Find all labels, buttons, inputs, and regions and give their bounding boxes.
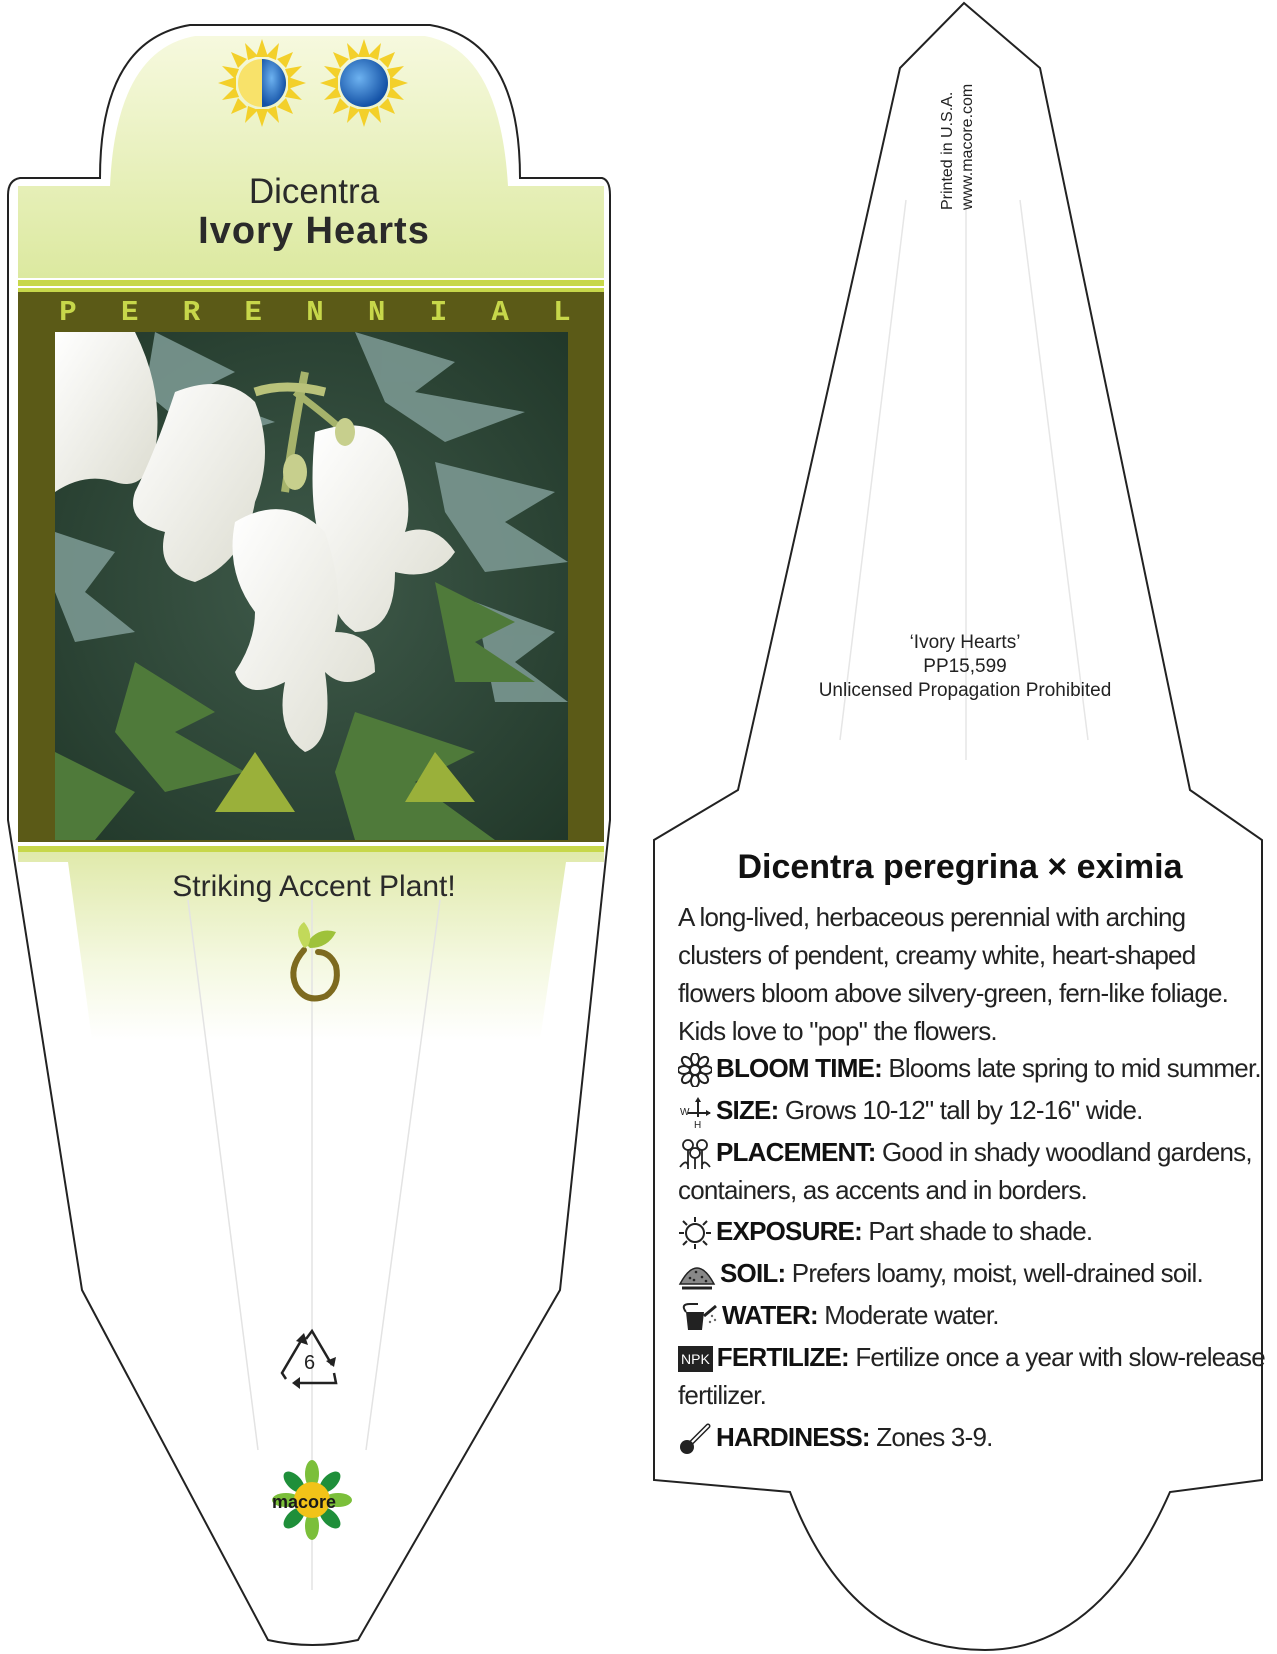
tagline: Striking Accent Plant! — [172, 870, 456, 903]
care-text: Grows 10-12" tall by 12-16" wide. — [784, 1095, 1143, 1125]
size-icon — [678, 1095, 712, 1129]
patent-block — [780, 631, 1150, 703]
watering-can-icon — [678, 1300, 718, 1334]
care-hardiness — [678, 1418, 1268, 1456]
printed-line-website: www.macore.com — [959, 83, 976, 210]
care-label: PLACEMENT: — [716, 1137, 876, 1167]
category-letter: N — [368, 296, 386, 329]
category-letter: E — [244, 296, 262, 329]
botanical-name: Dicentra peregrina × eximia — [737, 848, 1183, 886]
care-fertilize — [678, 1338, 1268, 1414]
care-label: BLOOM TIME: — [716, 1053, 882, 1083]
plant-description: A long-lived, herbaceous perennial with arching clusters of pendent, creamy white, heart-shaped flowers bloom above silvery-green, fern-like foliage. Kids love to "pop" the flowers. — [678, 902, 1229, 1046]
printed-line-country: Printed in U.S.A. — [939, 91, 956, 210]
category-letter: L — [553, 296, 571, 329]
svg-text:W: W — [680, 1107, 689, 1119]
care-water — [678, 1296, 1268, 1334]
category-banner — [55, 296, 575, 329]
svg-text:H: H — [694, 1120, 701, 1130]
care-text: Part shade to shade. — [868, 1216, 1093, 1246]
care-exposure — [678, 1212, 1268, 1250]
category-letter: P — [59, 296, 77, 329]
category-letter: I — [429, 296, 448, 329]
plant-photo — [55, 332, 568, 840]
shade-icon — [320, 39, 408, 127]
propagation-notice: Unlicensed Propagation Prohibited — [818, 680, 1112, 701]
category-letter: E — [121, 296, 139, 329]
category-letter: A — [491, 296, 509, 329]
cultivar-name: Ivory Hearts — [198, 210, 430, 252]
care-text: Zones 3-9. — [876, 1422, 993, 1452]
placement-icon — [678, 1137, 712, 1171]
flower-icon — [678, 1053, 712, 1087]
care-label: HARDINESS: — [716, 1422, 870, 1452]
care-text: Prefers loamy, moist, well-drained soil. — [791, 1258, 1203, 1288]
care-text: Fertilize once a year with slow-release fertilizer. — [678, 1342, 1265, 1410]
thermometer-icon — [678, 1422, 712, 1456]
brand-logo-text: macore — [272, 1492, 337, 1512]
npk-icon: NPK — [678, 1346, 713, 1372]
genus-name: Dicentra — [248, 172, 380, 211]
category-letter: N — [306, 296, 324, 329]
printed-in-notice — [938, 50, 978, 210]
care-text: Moderate water. — [824, 1300, 999, 1330]
care-label: FERTILIZE: — [716, 1342, 849, 1372]
care-label: SOIL: — [720, 1258, 786, 1288]
soil-icon — [678, 1258, 716, 1292]
care-placement — [678, 1133, 1268, 1209]
care-text: Good in shady woodland gardens, containers, as accents and in borders. — [678, 1137, 1252, 1206]
sun-icon — [678, 1216, 712, 1250]
trademark-name: ‘Ivory Hearts’ — [909, 632, 1021, 653]
recycle-number: 6 — [304, 1352, 316, 1374]
care-size — [678, 1091, 1268, 1129]
care-label: EXPOSURE: — [716, 1216, 862, 1246]
care-soil — [678, 1254, 1268, 1292]
care-label: SIZE: — [716, 1095, 779, 1125]
part-sun-icon — [218, 39, 306, 127]
care-bloom-time — [678, 1049, 1268, 1087]
care-text: Blooms late spring to mid summer. — [888, 1053, 1261, 1083]
patent-number: PP15,599 — [923, 656, 1007, 677]
care-label: WATER: — [722, 1300, 818, 1330]
category-letter: R — [182, 296, 201, 329]
